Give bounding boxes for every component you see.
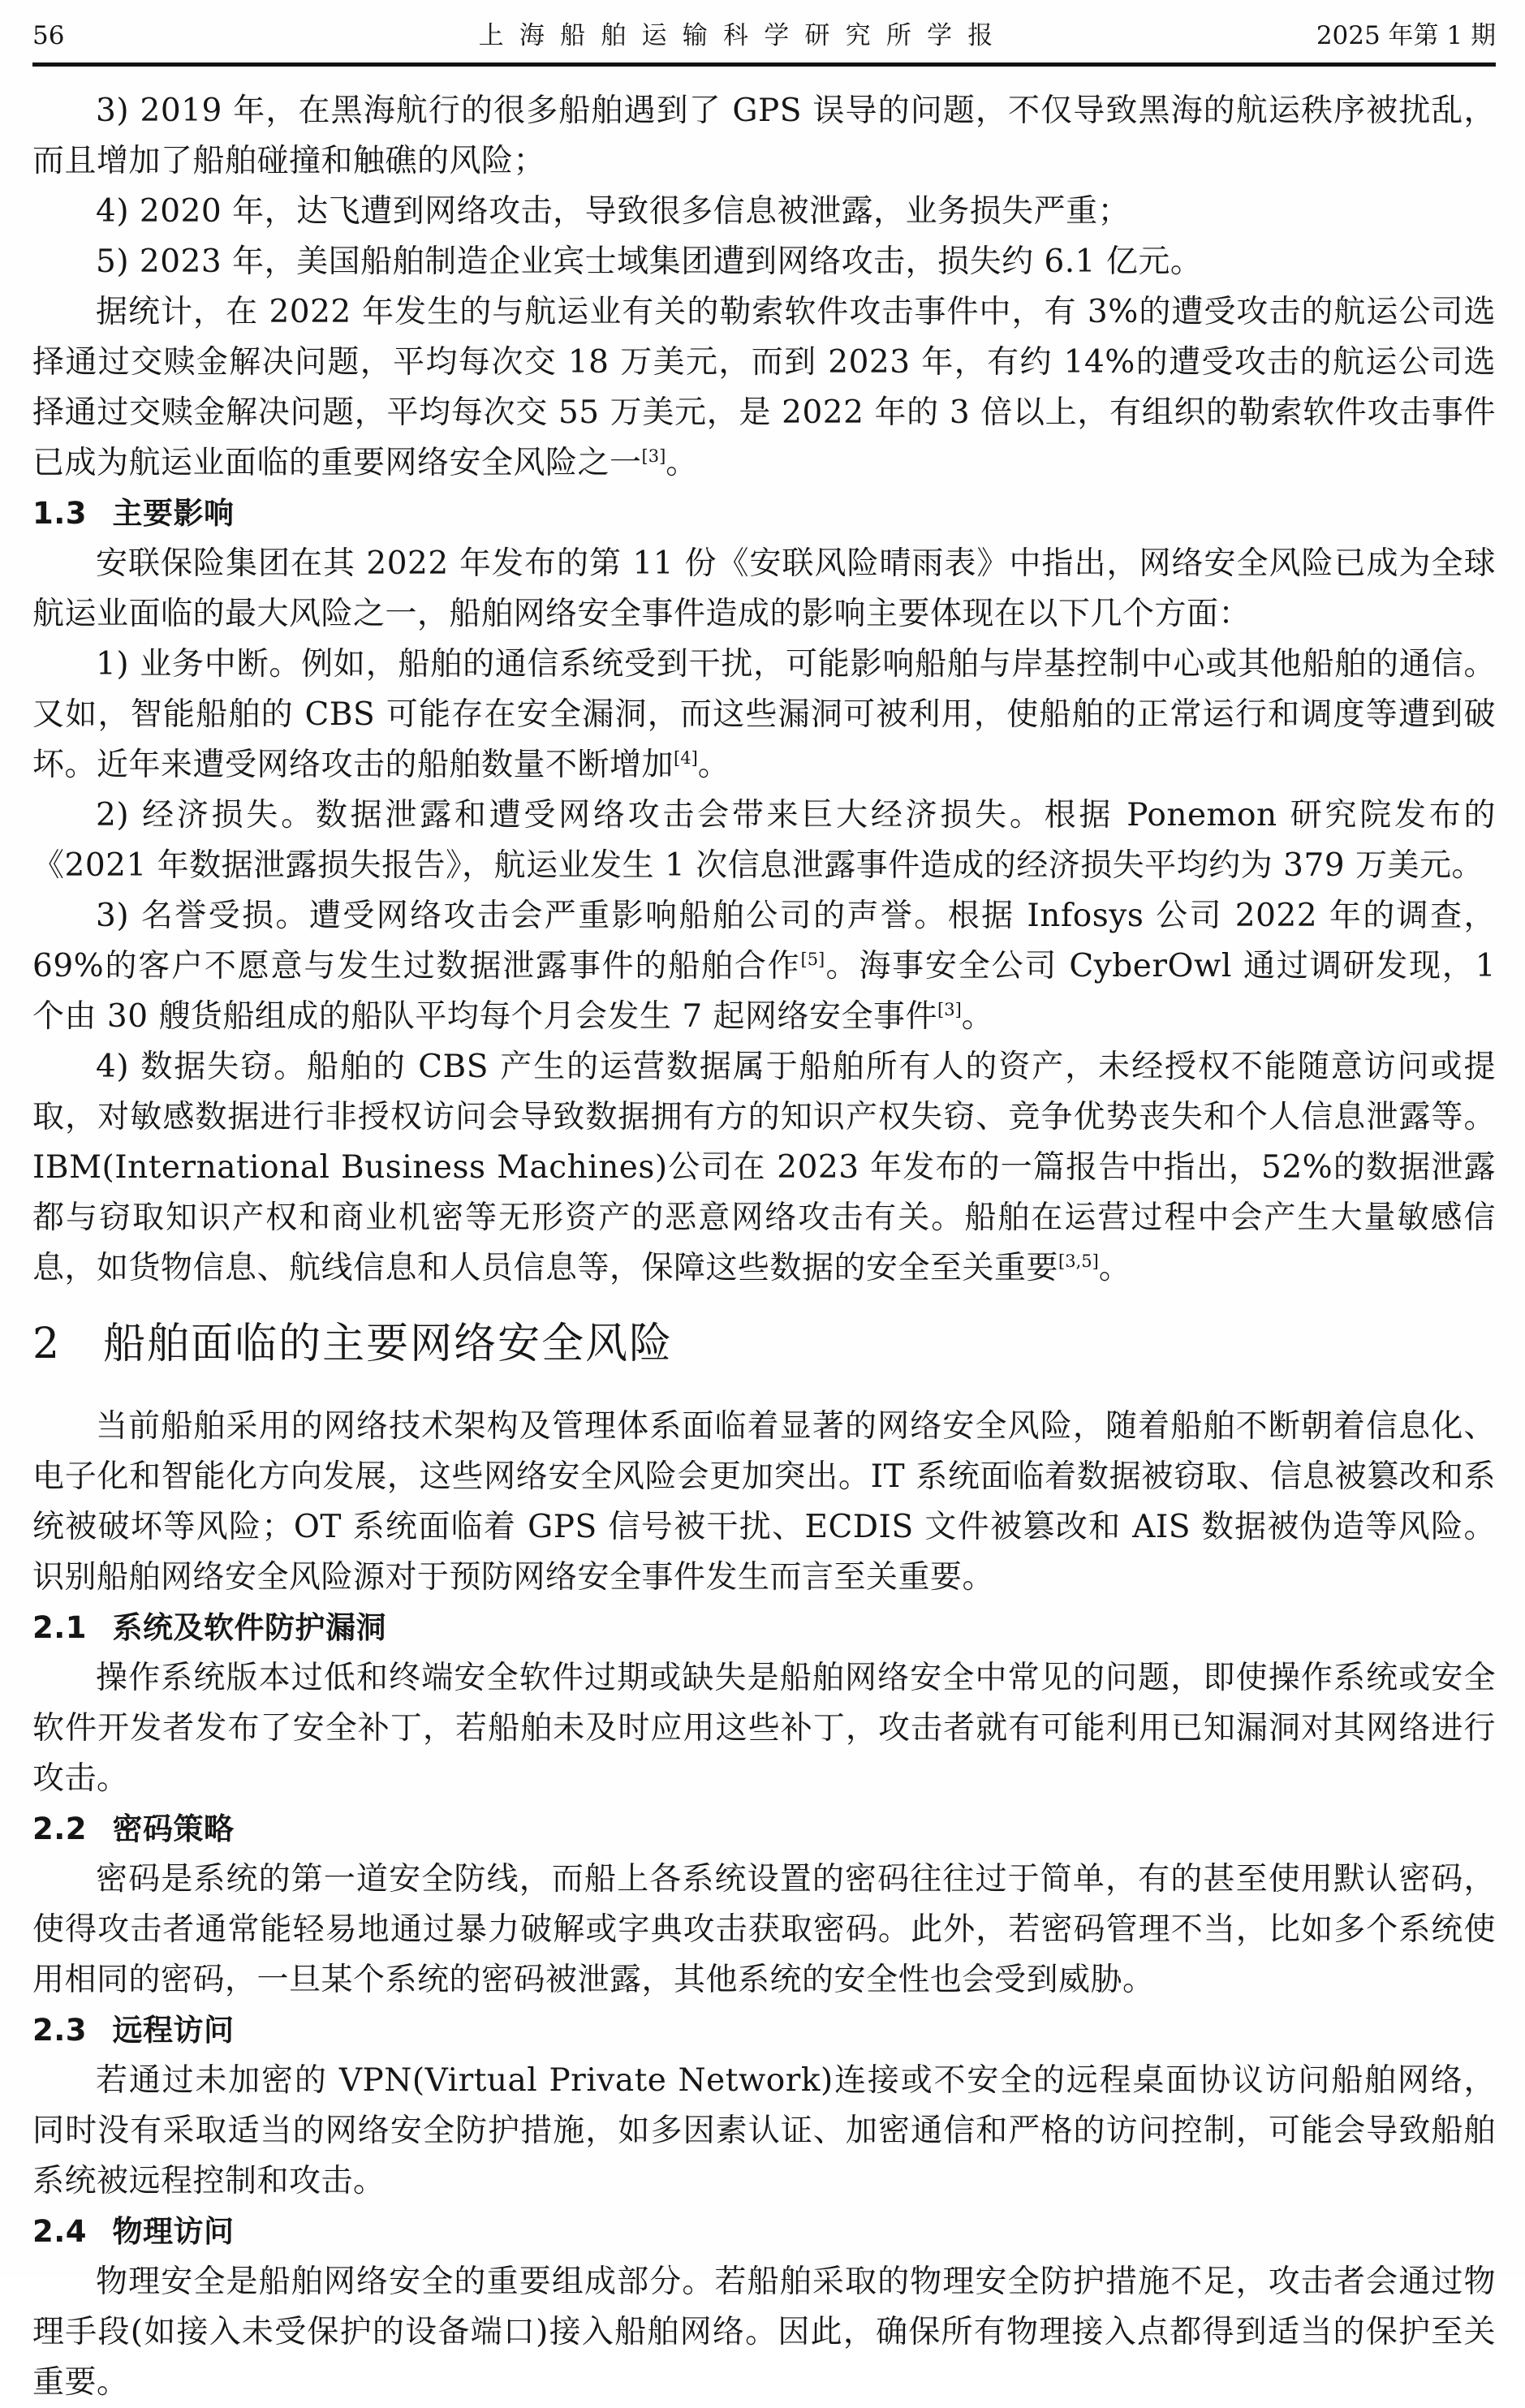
paragraph [32, 790, 1496, 891]
heading-number: 1.3 [32, 496, 88, 532]
paragraph-text: 。 [697, 747, 730, 784]
heading-title: 系统及软件防护漏洞 [112, 1610, 386, 1646]
paragraph-text: 3) 2019 年，在黑海航行的很多船舶遇到了 GPS 误导的问题，不仅导致黑海的航运秩序被扰乱，而且增加了船舶碰撞和触礁的风险； [32, 93, 1496, 180]
paragraph [32, 1854, 1496, 2005]
paragraph-text: 密码是系统的第一道安全防线，而船上各系统设置的密码往往过于简单，有的甚至使用默认密码，使得攻击者通常能轻易地通过暴力破解或字典攻击获取密码。此外，若密码管理不当，比如多个系统使用相同的密码，一旦某个系统的密码被泄露，其他系统的安全性也会受到威胁。 [32, 1861, 1496, 1999]
paragraph [32, 1042, 1496, 1294]
heading-title: 远程访问 [112, 2013, 235, 2048]
paragraph [32, 187, 1496, 237]
paragraph [32, 287, 1496, 489]
subsection-heading [32, 489, 1496, 539]
paragraph [32, 1402, 1496, 1603]
paragraph-text: 据统计，在 2022 年发生的与航运业有关的勒索软件攻击事件中，有 3%的遭受攻击的航运公司选择通过交赎金解决问题，平均每次交 18 万美元，而到 2023 年，有约 14%的遭受攻击的航运公司选择通过交赎金解决问题，平均每次交 55 万美元，是 2022 年的 3 倍以上，有组织的勒索软件攻击事件已成为航运业面临的重要网络安全风险之一 [32, 294, 1496, 482]
citation-superscript: [5] [800, 950, 825, 970]
subsection-heading [32, 2207, 1496, 2257]
page-number: 56 [32, 21, 65, 50]
subsection-heading [32, 1804, 1496, 1854]
citation-superscript: [3] [641, 446, 666, 467]
paragraph [32, 539, 1496, 640]
paragraph [32, 2257, 1496, 2408]
paragraph-text: 。 [1098, 1250, 1131, 1287]
heading-title: 船舶面临的主要网络安全风险 [103, 1320, 674, 1369]
paragraph-text: 1) 业务中断。例如，船舶的通信系统受到干扰，可能影响船舶与岸基控制中心或其他船舶的通信。又如，智能船舶的 CBS 可能存在安全漏洞，而这些漏洞可被利用，使船舶的正常运行和调度等遭到破坏。近年来遭受网络攻击的船舶数量不断增加 [32, 646, 1496, 784]
paragraph-text: 4) 数据失窃。船舶的 CBS 产生的运营数据属于船舶所有人的资产，未经授权不能随意访问或提取，对敏感数据进行非授权访问会导致数据拥有方的知识产权失窃、竞争优势丧失和个人信息泄露等。IBM(International Business Machines)公司在 2023 年发布的一篇报告中指出，52%的数据泄露都与窃取知识产权和商业机密等无形资产的恶意网络攻击有关。船舶在运营过程中会产生大量敏感信息，如货物信息、航线信息和人员信息等，保障这些数据的安全至关重要 [32, 1049, 1496, 1287]
heading-number: 2.4 [32, 2214, 88, 2250]
paragraph-text: 4) 2020 年，达飞遭到网络攻击，导致很多信息被泄露，业务损失严重； [96, 193, 1131, 230]
journal-title: 上海船舶运输科学研究所学报 [478, 21, 1009, 50]
paragraph-text: 2) 经济损失。数据泄露和遭受网络攻击会带来巨大经济损失。根据 Ponemon 研究院发布的《2021 年数据泄露损失报告》，航运业发生 1 次信息泄露事件造成的经济损失平均约为 379 万美元。 [32, 797, 1496, 885]
paragraph [32, 86, 1496, 187]
paragraph [32, 891, 1496, 1042]
paragraph-text: 3) 名誉受损。遭受网络攻击会严重影响船舶公司的声誉。根据 Infosys 公司 2022 年的调查，69%的客户不愿意与发生过数据泄露事件的船舶合作 [32, 898, 1496, 985]
paragraph-text: 。 [961, 998, 994, 1036]
page-header [32, 0, 1496, 67]
paragraph-text: 。 [666, 445, 698, 482]
heading-number: 2.2 [32, 1811, 88, 1847]
paragraph-text: 若通过未加密的 VPN(Virtual Private Network)连接或不安全的远程桌面协议访问船舶网络，同时没有采取适当的网络安全防护措施，如多因素认证、加密通信和严格的访问控制，可能会导致船舶系统被远程控制和攻击。 [32, 2062, 1496, 2200]
section-heading [32, 1318, 1496, 1371]
heading-number: 2.3 [32, 2013, 88, 2048]
subsection-heading [32, 2005, 1496, 2056]
heading-number: 2 [32, 1320, 62, 1369]
citation-superscript: [4] [674, 748, 698, 769]
heading-title: 密码策略 [112, 1811, 235, 1847]
paragraph-text: 5) 2023 年，美国船舶制造企业宾士域集团遭到网络攻击，损失约 6.1 亿元。 [96, 243, 1203, 281]
heading-title: 主要影响 [112, 496, 235, 532]
paragraph-text: 。海事安全公司 CyberOwl 通过调研发现，1 个由 30 艘货船组成的船队平均每个月会发生 7 起网络安全事件 [32, 948, 1497, 1036]
heading-number: 2.1 [32, 1610, 88, 1646]
paragraph-text: 物理安全是船舶网络安全的重要组成部分。若船舶采取的物理安全防护措施不足，攻击者会通过物理手段(如接入未受保护的设备端口)接入船舶网络。因此，确保所有物理接入点都得到适当的保护至关重要。 [32, 2264, 1496, 2402]
citation-superscript: [3,5] [1058, 1251, 1099, 1272]
paragraph-text: 当前船舶采用的网络技术架构及管理体系面临着显著的网络安全风险，随着船舶不断朝着信息化、电子化和智能化方向发展，这些网络安全风险会更加突出。IT 系统面临着数据被窃取、信息被篡改和系统被破坏等风险；OT 系统面临着 GPS 信号被干扰、ECDIS 文件被篡改和 AIS 数据被伪造等风险。识别船舶网络安全风险源对于预防网络安全事件发生而言至关重要。 [32, 1408, 1496, 1596]
paragraph [32, 640, 1496, 790]
article-body [32, 86, 1496, 2408]
paragraph [32, 2056, 1496, 2207]
subsection-heading [32, 1603, 1496, 1653]
issue-label: 2025 年第 1 期 [1316, 21, 1496, 50]
paragraph [32, 237, 1496, 287]
citation-superscript: [3] [937, 1000, 962, 1020]
paragraph-text: 安联保险集团在其 2022 年发布的第 11 份《安联风险晴雨表》中指出，网络安全风险已成为全球航运业面临的最大风险之一，船舶网络安全事件造成的影响主要体现在以下几个方面： [32, 545, 1496, 633]
paragraph-text: 操作系统版本过低和终端安全软件过期或缺失是船舶网络安全中常见的问题，即使操作系统或安全软件开发者发布了安全补丁，若船舶未及时应用这些补丁，攻击者就有可能利用已知漏洞对其网络进行攻击。 [32, 1660, 1496, 1798]
paragraph [32, 1653, 1496, 1804]
heading-title: 物理访问 [112, 2214, 235, 2250]
